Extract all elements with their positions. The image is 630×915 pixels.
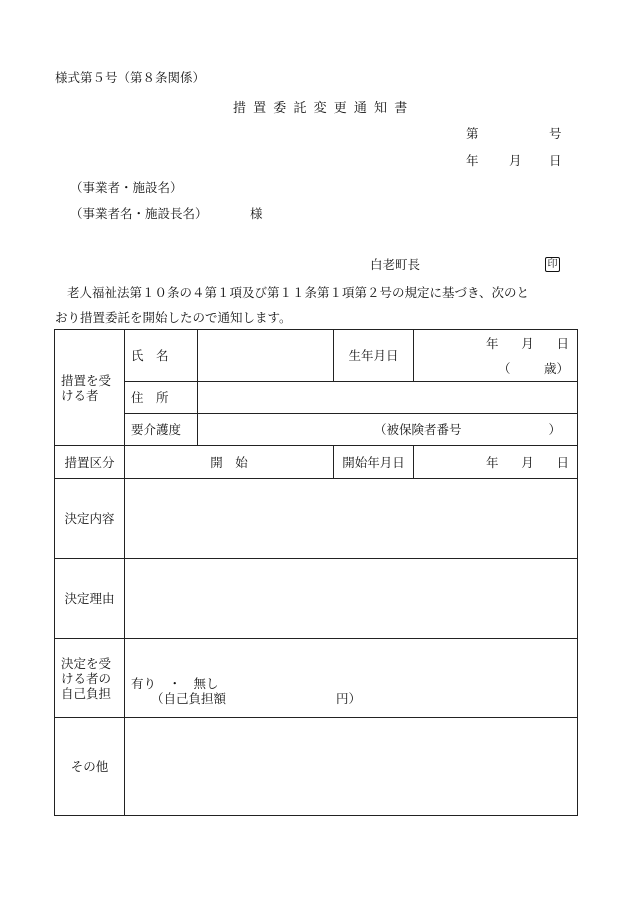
recipient-honorific: 様	[250, 206, 263, 221]
recipient-facility: （事業者・施設名）	[70, 180, 183, 195]
table-row-burden	[55, 639, 578, 718]
seal-icon: 印	[545, 257, 560, 272]
birthdate-value[interactable]	[414, 330, 578, 382]
burden-label: 決定を受 ける者の 自己負担	[55, 639, 125, 718]
category-value: 開 始	[125, 446, 334, 479]
age-close: 歳）	[543, 360, 569, 376]
document-title: 措置委託変更通知書	[233, 101, 415, 116]
birthdate-label: 生年月日	[334, 330, 414, 382]
notice-body-line-1: 老人福祉法第１０条の４第１項及び第１１条第１項第２号の規定に基づき、次のと	[67, 285, 530, 300]
care-level-label: 要介護度	[125, 414, 198, 446]
start-date-value[interactable]	[414, 446, 578, 479]
age-open: （	[498, 360, 511, 376]
decision-reason-value[interactable]	[125, 559, 578, 639]
category-label: 措置区分	[55, 446, 125, 479]
birth-day-unit: 日	[556, 335, 569, 351]
start-day-unit: 日	[556, 454, 569, 470]
decision-content-label: 決定内容	[55, 479, 125, 559]
decision-reason-label: 決定理由	[55, 559, 125, 639]
address-value[interactable]	[198, 382, 578, 414]
seal-mark	[545, 255, 560, 272]
burden-amount-prefix: （自己負担額	[151, 691, 227, 706]
insured-number-close: ）	[548, 422, 561, 437]
birth-year-unit: 年	[486, 335, 499, 351]
notice-body	[55, 280, 580, 330]
start-year-unit: 年	[486, 454, 499, 470]
subject-label: 措置を受 ける者	[55, 330, 125, 446]
name-label: 氏 名	[125, 330, 198, 382]
table-row-decision-content	[55, 479, 578, 559]
name-value[interactable]	[198, 330, 334, 382]
address-label: 住 所	[125, 382, 198, 414]
other-label: その他	[55, 718, 125, 816]
recipient-director: （事業者名・施設長名）	[70, 206, 208, 221]
table-row-decision-reason	[55, 559, 578, 639]
table-row-address	[55, 382, 578, 414]
care-level-value[interactable]	[198, 414, 578, 446]
table-row-other	[55, 718, 578, 816]
notice-body-line-2: おり措置委託を開始したので通知します。	[55, 310, 292, 325]
start-month-unit: 月	[521, 454, 534, 470]
issuer-name: 白老町長	[370, 257, 421, 272]
birth-month-unit: 月	[521, 335, 534, 351]
table-row-name	[55, 330, 578, 382]
start-date-label: 開始年月日	[334, 446, 414, 479]
insured-number-label: （被保険者番号	[374, 422, 462, 437]
table-row-category	[55, 446, 578, 479]
decision-content-value[interactable]	[125, 479, 578, 559]
date-month: 月	[509, 153, 522, 168]
burden-amount-suffix: 円）	[335, 691, 361, 706]
burden-options: 有り ・ 無し	[131, 676, 219, 691]
date-day: 日	[549, 153, 562, 168]
burden-value[interactable]	[125, 639, 578, 718]
form-number: 様式第５号（第８条関係）	[55, 70, 206, 85]
doc-number-suffix: 号	[549, 126, 562, 141]
other-value[interactable]	[125, 718, 578, 816]
doc-number-prefix: 第	[466, 126, 479, 141]
date-year: 年	[466, 153, 479, 168]
notice-table	[54, 329, 578, 816]
table-row-care	[55, 414, 578, 446]
